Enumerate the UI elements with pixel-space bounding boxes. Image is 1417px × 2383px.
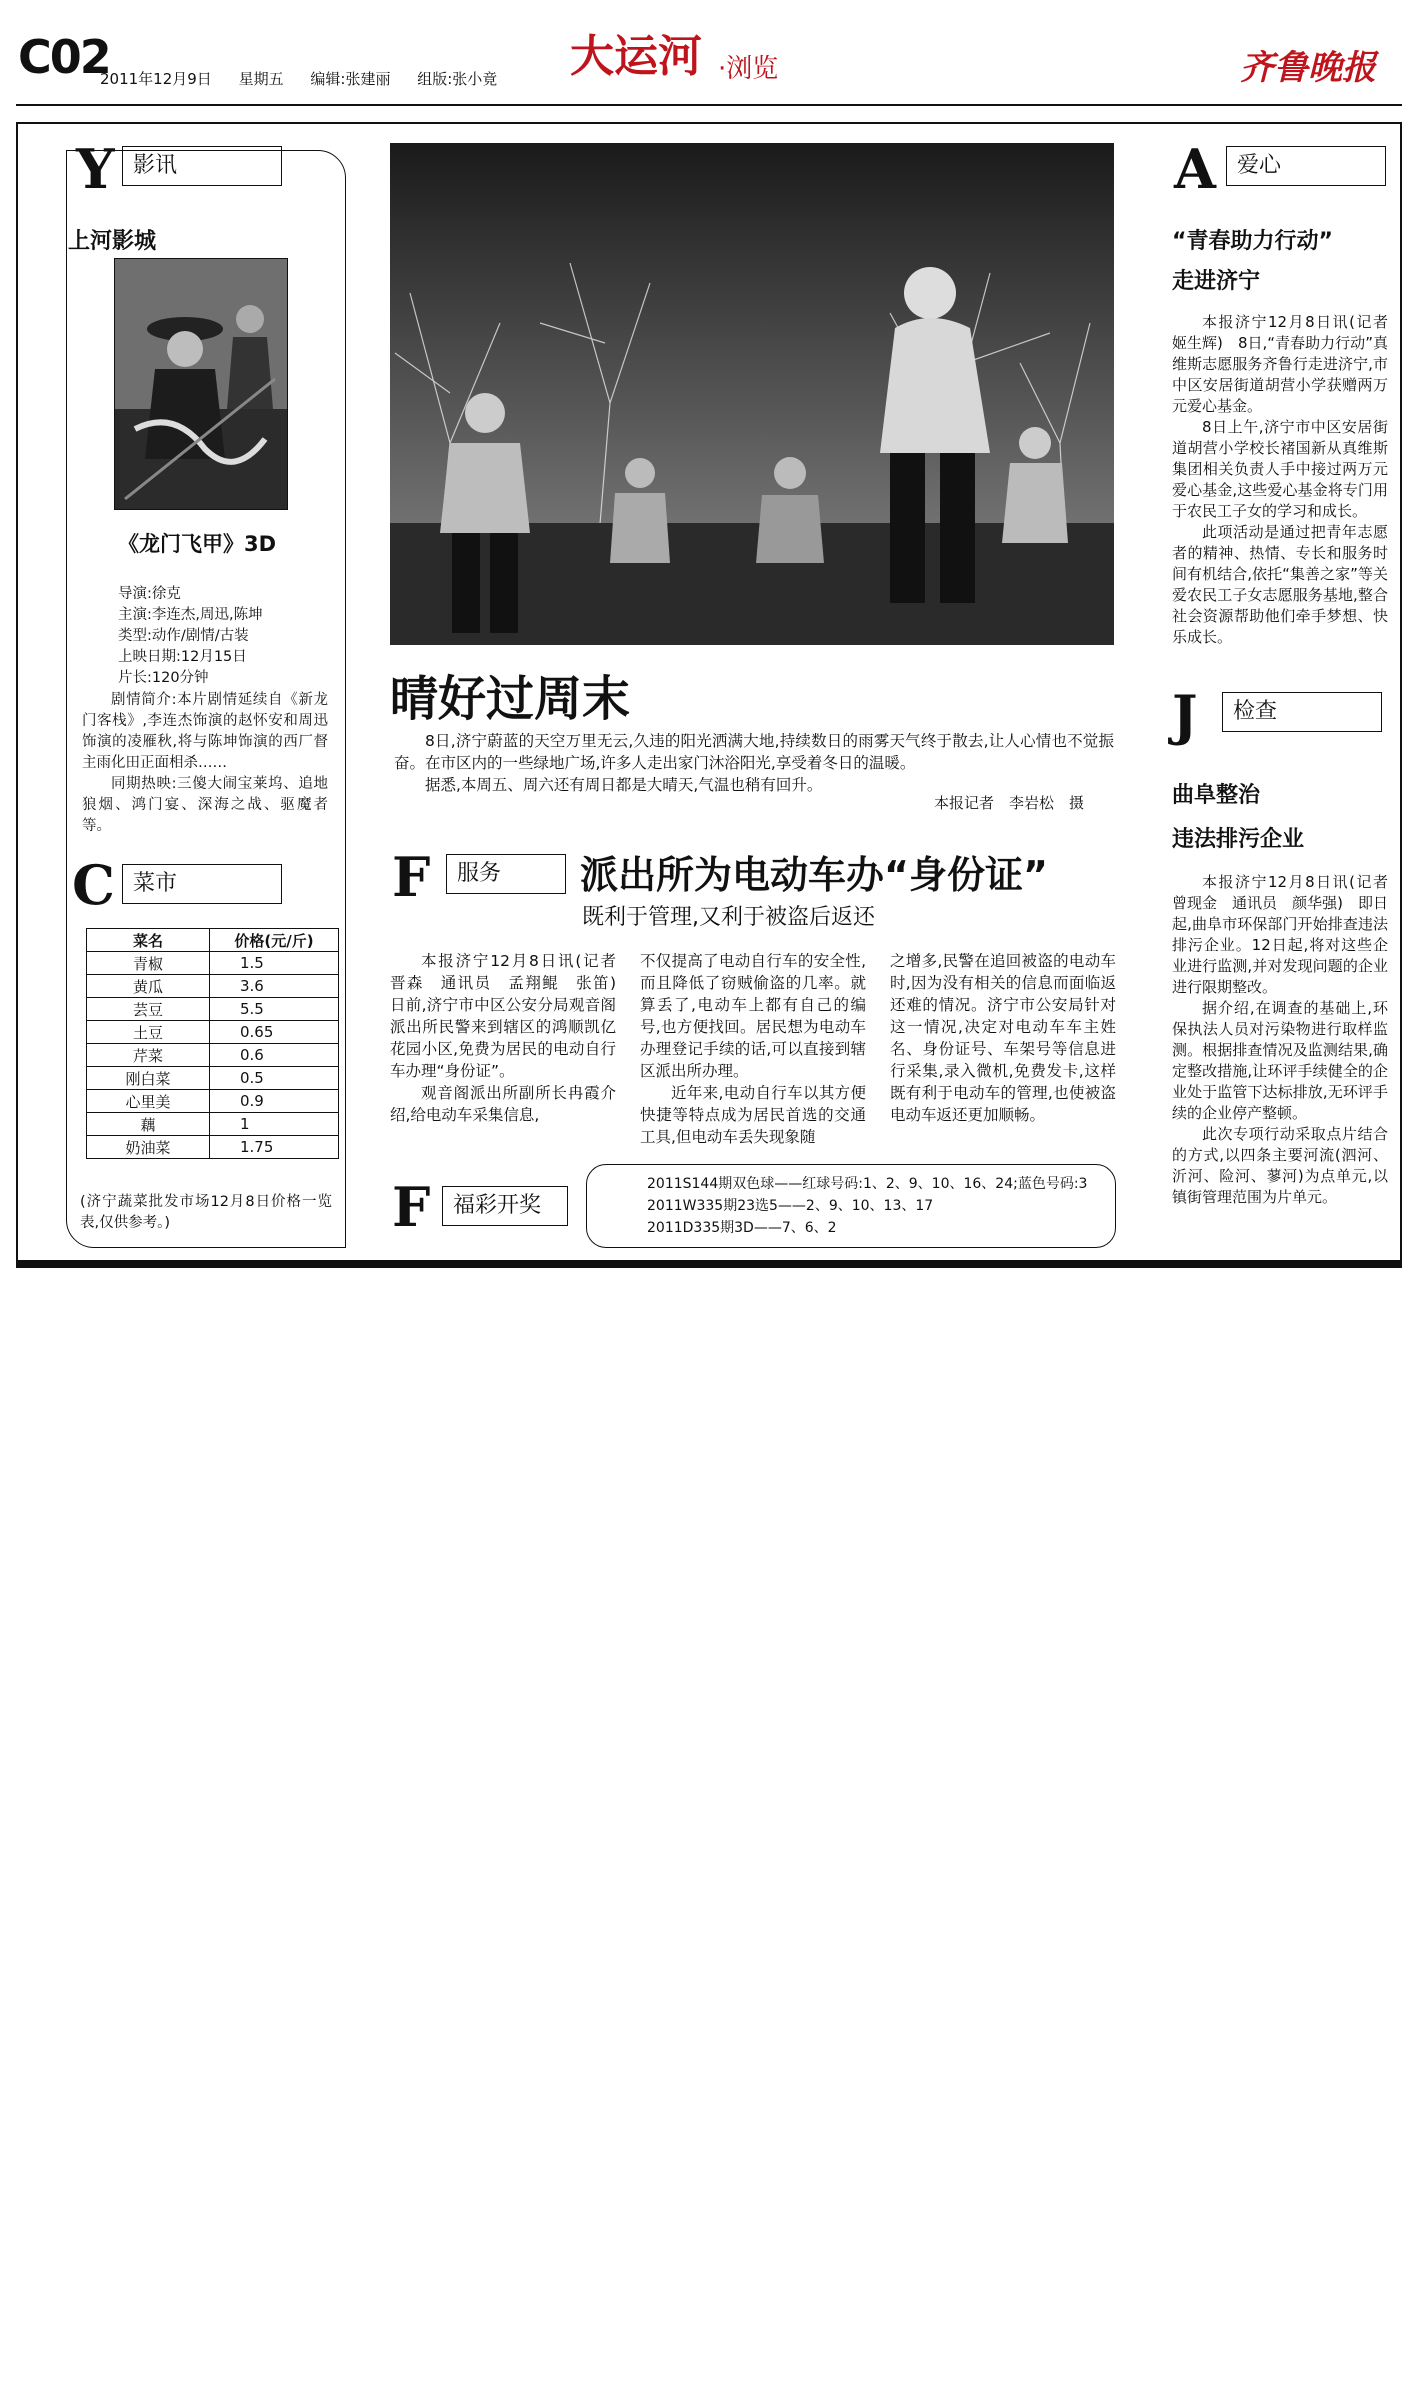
movie-synopsis: [82, 690, 328, 837]
service-column-2: [640, 950, 866, 1148]
table-row: [87, 952, 339, 975]
movie-synopsis-text: 剧情简介:本片剧情延续自《新龙门客栈》,李连杰饰演的赵怀安和周迅饰演的凌雁秋,将与陈坤饰演的西厂督主雨化田正面相杀……: [82, 692, 328, 771]
market-note: (济宁蔬菜批发市场12月8日价格一览表,仅供参考。): [80, 1194, 332, 1231]
lottery-line-2: 2011W335期23选5——2、9、10、13、17: [647, 1198, 934, 1214]
service-letter: F: [392, 845, 431, 909]
charity-headline-2: 走进济宁: [1172, 269, 1261, 294]
vegetable-name: 藕: [87, 1113, 210, 1136]
market-letter: C: [72, 853, 115, 917]
price-table: [86, 928, 339, 1159]
lottery-letter: F: [392, 1175, 431, 1239]
service-column-3: [890, 950, 1116, 1126]
vegetable-price-table: [86, 928, 339, 1159]
vegetable-price: 0.6: [210, 1044, 339, 1067]
film-letter: Y: [76, 137, 115, 201]
vegetable-name: 奶油菜: [87, 1136, 210, 1159]
market-section-label: 菜市: [122, 864, 282, 904]
news-photo: [390, 143, 1114, 645]
header-meta: [100, 68, 519, 89]
service-headline: 派出所为电动车办“身份证”: [580, 853, 1048, 897]
vegetable-price: 1.5: [210, 952, 339, 975]
service-subhead: 既利于管理,又利于被盗后返还: [582, 905, 875, 930]
vegetable-name: 黄瓜: [87, 975, 210, 998]
charity-story: [1172, 312, 1404, 648]
table-row: [87, 1021, 339, 1044]
weekend-headline: 晴好过周末: [390, 671, 631, 727]
vegetable-price: 5.5: [210, 998, 339, 1021]
vegetable-price: 3.6: [210, 975, 339, 998]
table-row: [87, 1090, 339, 1113]
vegetable-price: 0.5: [210, 1067, 339, 1090]
inspect-para-1: 本报济宁12月8日讯(记者 曾现金 通讯员 颜华强) 即日起,曲阜市环保部门开始排查违法排污企业。12日起,将对这些企业进行监测,并对发现问题的企业进行限期整改。: [1172, 873, 1404, 996]
inspect-section-label: 检查: [1222, 692, 1382, 732]
column-header-name: 菜名: [87, 929, 210, 952]
column-header-price: 价格(元/斤): [210, 929, 339, 952]
table-row: [87, 975, 339, 998]
service-col1-para-1: 本报济宁12月8日讯(记者 晋森 通讯员 孟翔鲲 张笛) 日前,济宁市中区公安分局观音阁派出所民警来到辖区的鸿顺凯亿花园小区,免费为居民的电动自行车办理“身份证”。: [390, 952, 632, 1080]
page-number: C02: [18, 30, 110, 84]
section-masthead-sub: ·浏览: [718, 54, 779, 84]
vegetable-name: 芸豆: [87, 998, 210, 1021]
editor-credit: 编辑:张建丽: [310, 70, 391, 88]
inspect-headline-2: 违法排污企业: [1172, 827, 1305, 852]
inspect-letter: J: [1172, 683, 1198, 747]
movie-cast: 主演:李连杰,周迅,陈坤: [118, 607, 263, 623]
service-column-1: [390, 950, 632, 1126]
lottery-results: [586, 1164, 1116, 1248]
photo-credit: 本报记者 李岩松 摄: [934, 794, 1085, 812]
lottery-line-3: 2011D335期3D——7、6、2: [647, 1220, 837, 1236]
film-section-label: 影讯: [122, 146, 282, 186]
inspect-para-2: 据介绍,在调查的基础上,环保执法人员对污染物进行取样监测。根据排查情况及监测结果,确定整改措施,让环评手续健全的企业处于监管下达标排放,无环评手续的企业停产整顿。: [1172, 999, 1388, 1122]
charity-para-3: 此项活动是通过把青年志愿者的精神、热情、专长和服务时间有机结合,依托“集善之家”等关爱农民工子女志愿服务基地,整合社会资源帮助他们牵手梦想、快乐成长。: [1172, 523, 1388, 646]
movie-release: 上映日期:12月15日: [118, 649, 247, 665]
vegetable-price: 1.75: [210, 1136, 339, 1159]
inspect-headline-1: 曲阜整治: [1172, 783, 1261, 808]
issue-weekday: 星期五: [238, 70, 284, 88]
charity-section-label: 爱心: [1226, 146, 1386, 186]
movie-genre: 类型:动作/剧情/古装: [118, 628, 249, 644]
header-rule: [16, 104, 1402, 106]
vegetable-price: 0.9: [210, 1090, 339, 1113]
lottery-section-label: 福彩开奖: [442, 1186, 568, 1226]
service-col1-para-2: 观音阁派出所副所长冉霞介绍,给电动车采集信息,: [390, 1084, 616, 1124]
movie-runtime: 片长:120分钟: [118, 670, 209, 686]
inspect-story: [1172, 872, 1404, 1208]
charity-letter: A: [1174, 137, 1216, 201]
service-col2-para-2: 近年来,电动自行车以其方便快捷等特点成为居民首选的交通工具,但电动车丢失现象随: [640, 1084, 866, 1146]
movie-title: 《龙门飞甲》3D: [118, 532, 277, 556]
now-showing: 同期热映:三傻大闹宝莱坞、追地狼烟、鸿门宴、深海之战、驱魔者等。: [82, 776, 328, 834]
table-row: [87, 1067, 339, 1090]
vegetable-name: 青椒: [87, 952, 210, 975]
table-row: [87, 998, 339, 1021]
charity-para-1: 本报济宁12月8日讯(记者 姬生辉) 8日,“青春助力行动”真维斯志愿服务齐鲁行走进济宁,市中区安居街道胡营小学获赠两万元爱心基金。: [1172, 313, 1404, 415]
tai-chi-photo: [390, 143, 1114, 645]
section-masthead: 大运河: [570, 31, 702, 82]
table-row: [87, 1044, 339, 1067]
charity-headline-1: “青春助力行动”: [1172, 229, 1333, 254]
movie-director: 导演:徐克: [118, 586, 181, 602]
charity-para-2: 8日上午,济宁市中区安居街道胡营小学校长褚国新从真维斯集团相关负责人手中接过两万元爱心基金,这些爱心基金将专门用于农民工子女的学习和成长。: [1172, 418, 1388, 520]
service-section-label: 服务: [446, 854, 566, 894]
vegetable-name: 土豆: [87, 1021, 210, 1044]
inspect-para-3: 此次专项行动采取点片结合的方式,以四条主要河流(泗河、沂河、险河、蓼河)为点单元,以镇街管理范围为片单元。: [1172, 1125, 1388, 1206]
newspaper-brand: 齐鲁晚报: [1240, 48, 1376, 88]
service-col3-para-1: 之增多,民警在追回被盗的电动车时,因为没有相关的信息而面临返还难的情况。济宁市公安局针对这一情况,决定对电动车车主姓名、身份证号、车架号等信息进行采集,录入微机,免费发卡,这样既有利于电动车的管理,也使被盗电动车返还更加顺畅。: [890, 952, 1116, 1124]
movie-poster-art: [115, 259, 287, 509]
layout-credit: 组版:张小竟: [417, 70, 498, 88]
lottery-line-1: 2011S144期双色球——红球号码:1、2、9、10、16、24;蓝色号码:3: [647, 1176, 1088, 1192]
movie-details: [118, 584, 328, 689]
weekend-story: [394, 730, 1114, 796]
table-row: [87, 1113, 339, 1136]
vegetable-price: 1: [210, 1113, 339, 1136]
cinema-name: 上河影城: [68, 229, 157, 254]
vegetable-name: 刚白菜: [87, 1067, 210, 1090]
movie-poster: [114, 258, 288, 510]
weekend-para-2: 据悉,本周五、周六还有周日都是大晴天,气温也稍有回升。: [425, 776, 823, 794]
table-row: [87, 1136, 339, 1159]
weekend-para-1: 8日,济宁蔚蓝的天空万里无云,久违的阳光洒满大地,持续数日的雨雾天气终于散去,让人心情也不觉振奋。在市区内的一些绿地广场,许多人走出家门沐浴阳光,享受着冬日的温暖。: [394, 732, 1114, 772]
issue-date: 2011年12月9日: [100, 70, 212, 88]
service-col2-para-1: 不仅提高了电动自行车的安全性,而且降低了窃贼偷盗的几率。就算丢了,电动车上都有自己的编号,也方便找回。居民想为电动车办理登记手续的话,可以直接到辖区派出所办理。: [640, 952, 866, 1080]
vegetable-price: 0.65: [210, 1021, 339, 1044]
vegetable-name: 芹菜: [87, 1044, 210, 1067]
vegetable-name: 心里美: [87, 1090, 210, 1113]
